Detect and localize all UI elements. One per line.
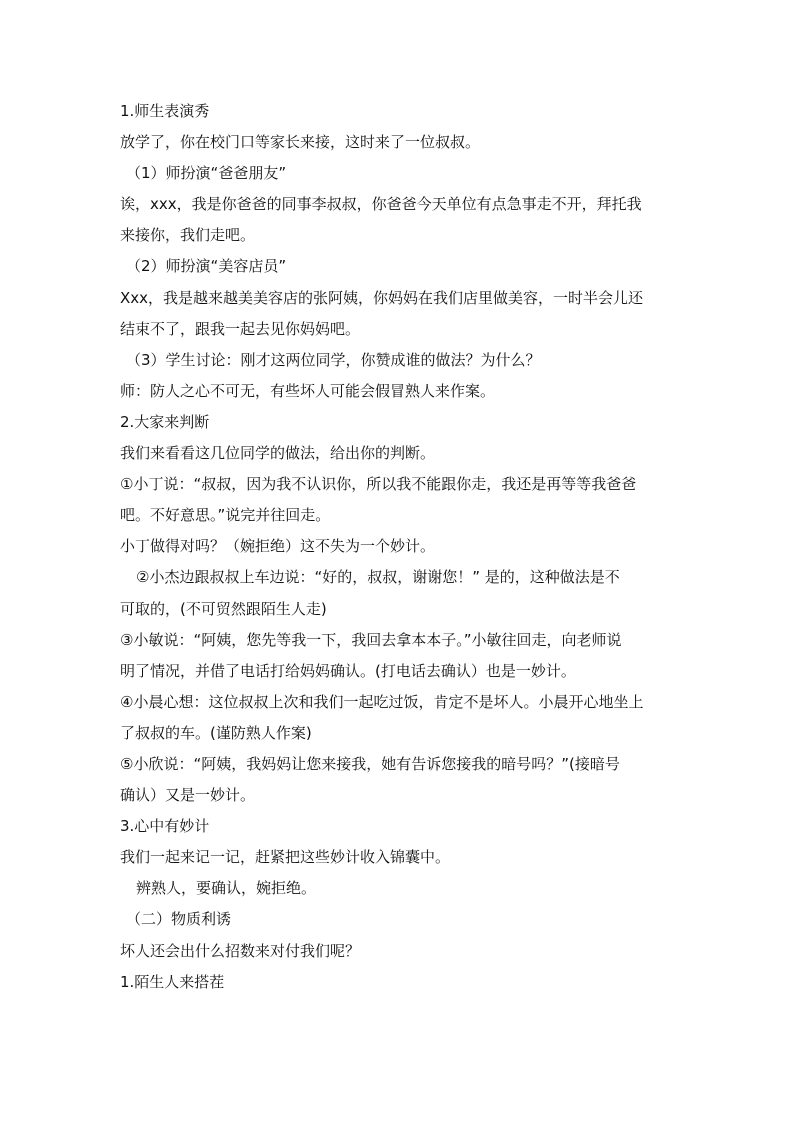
paragraph: 结束不了，跟我一起去见你妈妈吧。 (120, 319, 361, 338)
heading-3: 3.心中有妙计 (120, 817, 210, 836)
paragraph: 了叔叔的车。(谨防熟人作案) (120, 723, 312, 742)
subheading-1: （1）师扮演“爸爸朋友” (126, 164, 287, 183)
list-item: ③小敏说：“阿姨，您先等我一下，我回去拿本本子。”小敏往回走，向老师说 (120, 630, 622, 649)
list-item: ①小丁说：“叔叔，因为我不认识你，所以我不能跟你走，我还是再等等我爸爸 (120, 475, 637, 494)
paragraph: 明了情况，并借了电话打给妈妈确认。(打电话去确认）也是一妙计。 (120, 661, 576, 680)
list-item: ⑤小欣说：“阿姨，我妈妈让您来接我，她有告诉您接我的暗号吗？”(接暗号 (120, 754, 620, 773)
paragraph: 来接你，我们走吧。 (120, 226, 256, 245)
section-heading: （二）物质利诱 (126, 910, 232, 929)
paragraph: 我们来看看这几位同学的做法，给出你的判断。 (120, 444, 436, 463)
list-item: ②小杰边跟叔叔上车边说：“好的，叔叔，谢谢您！” 是的，这种做法是不 (136, 568, 620, 587)
paragraph: Xxx，我是越来越美美容店的张阿姨，你妈妈在我们店里做美容，一时半会儿还 (120, 288, 644, 307)
paragraph: 坏人还会出什么招数来对付我们呢？ (120, 941, 361, 960)
paragraph: 吧。不好意思。”说完并往回走。 (120, 506, 331, 525)
heading-1: 1.陌生人来搭茬 (120, 972, 225, 991)
paragraph: 诶，xxx，我是你爸爸的同事李叔叔，你爸爸今天单位有点急事走不开，拜托我 (120, 195, 642, 214)
paragraph: 我们一起来记一记，赶紧把这些妙计收入锦囊中。 (120, 848, 451, 867)
list-item: ④小晨心想：这位叔叔上次和我们一起吃过饭，肯定不是坏人。小晨开心地坐上 (120, 692, 644, 711)
document-body (120, 96, 680, 998)
paragraph: 辨熟人，要确认，婉拒绝。 (136, 879, 317, 898)
paragraph: 可取的，(不可贸然跟陌生人走) (120, 599, 327, 618)
paragraph: 小丁做得对吗？（婉拒绝）这不失为一个妙计。 (120, 537, 436, 556)
paragraph: 确认）又是一妙计。 (120, 786, 256, 805)
subheading-2: （2）师扮演“美容店员” (126, 257, 287, 276)
heading-2: 2.大家来判断 (120, 412, 210, 431)
paragraph: 放学了，你在校门口等家长来接，这时来了一位叔叔。 (120, 133, 481, 152)
heading-1: 1.师生表演秀 (120, 102, 210, 120)
subheading-3: （3）学生讨论：刚才这两位同学，你赞成谁的做法？为什么？ (126, 350, 541, 369)
paragraph: 师：防人之心不可无，有些坏人可能会假冒熟人来作案。 (120, 381, 496, 400)
